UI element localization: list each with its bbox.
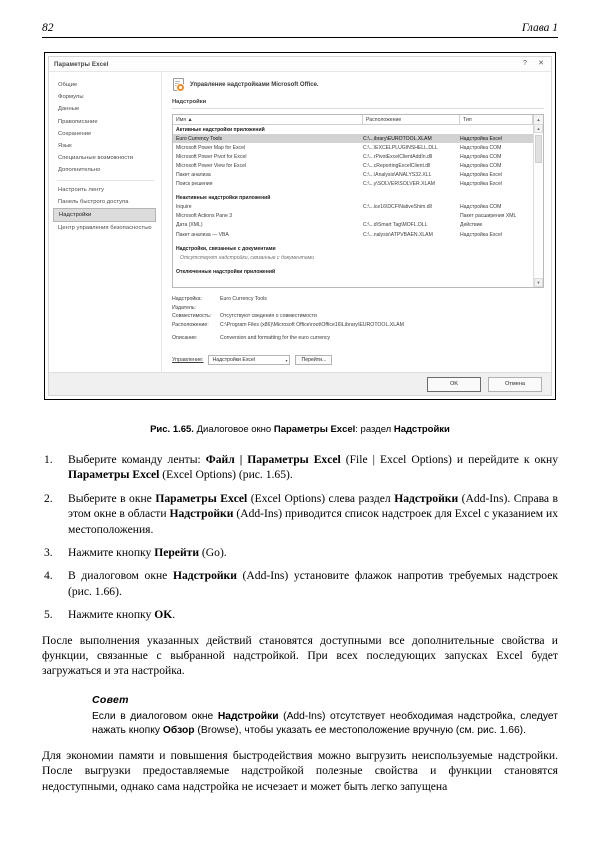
manage-bar	[172, 355, 544, 366]
caption-bold-1: Параметры Excel	[273, 424, 356, 435]
documents-empty-note	[173, 253, 534, 262]
sidebar-item-advanced[interactable]: Дополнительно	[58, 167, 101, 174]
scroll-down-icon[interactable]: ▼	[534, 278, 543, 287]
column-header-type[interactable]: Тип	[460, 115, 533, 124]
detail-compatibility	[172, 312, 544, 321]
addin-location: C:\...nalysis\ATPVBAEN.XLAM	[363, 231, 433, 238]
step-text: Нажмите кнопку OK.	[68, 608, 176, 622]
table-row[interactable]	[173, 221, 534, 230]
column-header-location[interactable]: Расположение	[363, 115, 460, 124]
addin-name: Пакет анализа — VBA	[176, 231, 229, 238]
dialog-title: Параметры Excel	[54, 60, 109, 68]
detail-value: Conversion and formatting for the euro currency	[220, 335, 331, 342]
addins-manage-icon	[172, 78, 185, 92]
table-row[interactable]	[173, 152, 534, 161]
addin-location: C:\...\Analysis\ANALYS32.XLL	[363, 172, 432, 179]
addins-listbox[interactable]	[172, 114, 544, 288]
addin-location: C:\...rPivotExcelClientAddIn.dll	[363, 153, 433, 160]
sidebar-item-save[interactable]: Сохранение	[58, 130, 92, 137]
sidebar-item-data[interactable]: Данные	[58, 106, 80, 113]
scrollbar-track[interactable]	[534, 133, 543, 278]
detail-value	[220, 304, 544, 313]
list-group-documents	[173, 244, 534, 253]
table-row[interactable]	[173, 170, 534, 179]
addin-location: C:\...cReportingExcelClient.dll	[363, 162, 431, 169]
sidebar-item-accessibility[interactable]: Специальные возможности	[58, 155, 134, 162]
documents-empty-text: Отсутствуют надстройки, связанные с документами	[180, 254, 315, 261]
list-group-inactive	[173, 194, 534, 203]
cancel-button[interactable]: Отмена	[488, 377, 542, 392]
chapter-label: Глава 1	[521, 22, 558, 34]
options-content-pane	[162, 72, 551, 372]
addin-location: C:\...\EXCELPLUGINSHELL.DLL	[363, 144, 438, 151]
dialog-footer	[49, 372, 551, 395]
addin-type: Надстройка COM	[460, 153, 502, 160]
list-item	[42, 607, 558, 622]
sidebar-item-addins[interactable]: Надстройки	[53, 208, 156, 222]
addin-location: C:\...ibrary\EUROTOOL.XLAM	[363, 135, 432, 142]
table-row[interactable]	[173, 212, 534, 221]
table-row[interactable]	[173, 161, 534, 170]
paragraph-after-steps: После выполнения указанных действий становятся доступными все дополнительные свойства и функции, связанные с выбранной надстройкой. При всех последующих запусках Excel будет загружаться и эта настройка.	[42, 633, 558, 678]
addin-type: Пакет расширения XML	[460, 213, 517, 220]
addin-type: Надстройка Excel	[460, 181, 502, 188]
addin-name: Inquire	[176, 204, 192, 211]
page-running-head	[42, 22, 558, 38]
addin-type: Действие	[460, 222, 483, 229]
manage-label: Управление:	[172, 357, 204, 364]
addin-name: Microsoft Actions Pane 3	[176, 213, 233, 220]
addins-list-rows	[173, 125, 543, 287]
dialog-body	[49, 72, 551, 372]
column-header-name[interactable]: Имя ▲	[173, 115, 363, 124]
page-number: 82	[42, 22, 54, 34]
table-row[interactable]	[173, 143, 534, 152]
addin-name: Microsoft Power Pivot for Excel	[176, 153, 247, 160]
detail-addin	[172, 295, 544, 304]
list-scrollbar[interactable]	[533, 124, 543, 287]
table-row[interactable]	[173, 134, 534, 143]
detail-value: C:\Program Files (x86)\Microsoft Office\root\Office16\Library\EUROTOOL.XLAM	[220, 321, 404, 328]
step-text: Выберите в окне Параметры Excel (Excel Options) слева раздел Надстройки (Add-Ins). Справа в этом окне в области Надстройки (Add-Ins) приводится список надстроек для Excel с указанием их местоположения.	[68, 491, 559, 536]
list-item	[42, 491, 558, 537]
list-group-label: Неактивные надстройки приложений	[176, 195, 271, 202]
step-number: 3.	[44, 546, 53, 560]
addin-type: Надстройка COM	[460, 162, 502, 169]
detail-location	[172, 321, 544, 330]
addins-list-header	[173, 115, 543, 125]
options-sidebar	[49, 72, 162, 372]
tip-title: Совет	[92, 693, 129, 706]
detail-value: Отсутствуют сведения о совместимости	[220, 313, 317, 320]
close-icon[interactable]: ✕	[538, 60, 544, 67]
addins-section-label: Надстройки	[172, 99, 544, 109]
excel-options-dialog	[48, 56, 552, 396]
sidebar-divider	[57, 180, 154, 181]
addin-type: Надстройка Excel	[460, 172, 502, 179]
detail-label: Издатель:	[172, 304, 196, 311]
addin-location: C:\...d\Smart Tag\MOFL.DLL	[363, 222, 428, 229]
tip-body: Если в диалоговом окне Надстройки (Add-Ins) отсутствует необходимая надстройка, следует нажать кнопку Обзор (Browse), чтобы указать ее местоположение вручную (см. рис. 1.66).	[92, 711, 558, 736]
sidebar-item-customize-ribbon[interactable]: Настроить ленту	[58, 186, 105, 193]
step-text: В диалоговом окне Надстройки (Add-Ins) установите флажок напротив требуемых надстроек (рис. 1.66).	[68, 569, 558, 598]
caption-bold-2: Надстройки	[393, 424, 450, 435]
step-number: 2.	[44, 491, 53, 505]
sidebar-item-quick-access[interactable]: Панель быстрого доступа	[58, 198, 129, 205]
table-row[interactable]	[173, 230, 534, 239]
list-group-label: Отключенные надстройки приложений	[176, 268, 276, 275]
scrollbar-thumb[interactable]	[535, 135, 542, 163]
caption-text-2: : раздел	[355, 424, 394, 435]
addin-name: Дата (XML)	[176, 222, 203, 229]
detail-publisher	[172, 304, 544, 313]
list-item	[42, 545, 558, 560]
list-group-disabled	[173, 267, 534, 276]
sidebar-item-trust-center[interactable]: Центр управления безопасностью	[58, 225, 152, 232]
caption-text-1: Диалоговое окно	[196, 424, 274, 435]
list-group-label: Активные надстройки приложений	[176, 126, 265, 133]
chevron-down-icon: ▾	[285, 357, 288, 363]
detail-value: Euro Currency Tools	[220, 296, 267, 302]
addin-type: Надстройка COM	[460, 144, 502, 151]
sidebar-item-formulas[interactable]: Формулы	[58, 94, 84, 101]
help-icon[interactable]: ?	[523, 60, 527, 67]
sidebar-item-language[interactable]: Язык	[58, 143, 72, 150]
list-item	[42, 568, 558, 599]
step-text: Нажмите кнопку Перейти (Go).	[68, 546, 227, 560]
tip-block	[92, 693, 558, 738]
step-number: 4.	[44, 569, 53, 583]
addin-type: Надстройка Excel	[460, 135, 502, 142]
addin-type: Надстройка Excel	[460, 231, 502, 238]
addin-name: Поиск решения	[176, 181, 213, 188]
step-number: 5.	[44, 608, 53, 622]
page-content	[42, 452, 558, 794]
dialog-titlebar	[49, 57, 551, 72]
addin-name: Microsoft Power View for Excel	[176, 162, 247, 169]
list-item	[42, 452, 558, 483]
pane-header	[172, 78, 544, 92]
table-row[interactable]	[173, 203, 534, 212]
addin-location: C:\...y\SOLVER\SOLVER.XLAM	[363, 181, 435, 188]
table-row[interactable]	[173, 180, 534, 189]
detail-label: Совместимость:	[172, 313, 212, 320]
detail-label: Надстройка:	[172, 296, 203, 302]
addin-type: Надстройка COM	[460, 204, 502, 211]
list-group-active	[173, 125, 534, 134]
step-text: Выберите команду ленты: Файл | Параметры Excel (File | Excel Options) и перейдите к окну Параметры Excel (Excel Options) (рис. 1.65).	[68, 453, 558, 482]
addin-details	[172, 295, 544, 343]
step-number: 1.	[44, 453, 53, 466]
steps-list	[42, 452, 558, 623]
detail-description	[172, 334, 544, 343]
list-header-scroll-up-icon[interactable]: ▲	[533, 115, 543, 124]
list-group-label: Надстройки, связанные с документами	[176, 245, 276, 252]
sidebar-item-proofing[interactable]: Правописание	[58, 118, 98, 125]
pane-header-text: Управление надстройками Microsoft Office.	[190, 82, 319, 88]
scroll-up-icon[interactable]: ▲	[534, 124, 543, 133]
caption-number: Рис. 1.65.	[150, 424, 194, 435]
addin-name: Пакет анализа	[176, 172, 211, 179]
addin-name: Microsoft Power Map for Excel	[176, 144, 246, 151]
paragraph-final: Для экономии памяти и повышения быстродействия можно выгрузить неиспользуемые надстройки. После выгрузки предоставляемые надстройкой полезные свойства и функции становятся недоступными, однако сама надстройка не исчезает и может быть легко запущена	[42, 748, 558, 793]
addin-name: Euro Currency Tools	[176, 135, 223, 142]
manage-select[interactable]	[208, 355, 290, 365]
detail-label: Расположение:	[172, 321, 209, 328]
figure-screenshot	[44, 52, 556, 400]
detail-label: Описание:	[172, 335, 198, 342]
addin-location: C:\...ice16\DCF\NativeShim.dll	[363, 204, 432, 211]
figure-caption	[44, 424, 556, 435]
sidebar-item-general[interactable]: Общие	[58, 82, 78, 89]
go-button[interactable]: Перейти...	[295, 355, 332, 366]
manage-select-value: Надстройки Excel	[212, 357, 256, 364]
ok-button[interactable]: OK	[427, 377, 481, 392]
